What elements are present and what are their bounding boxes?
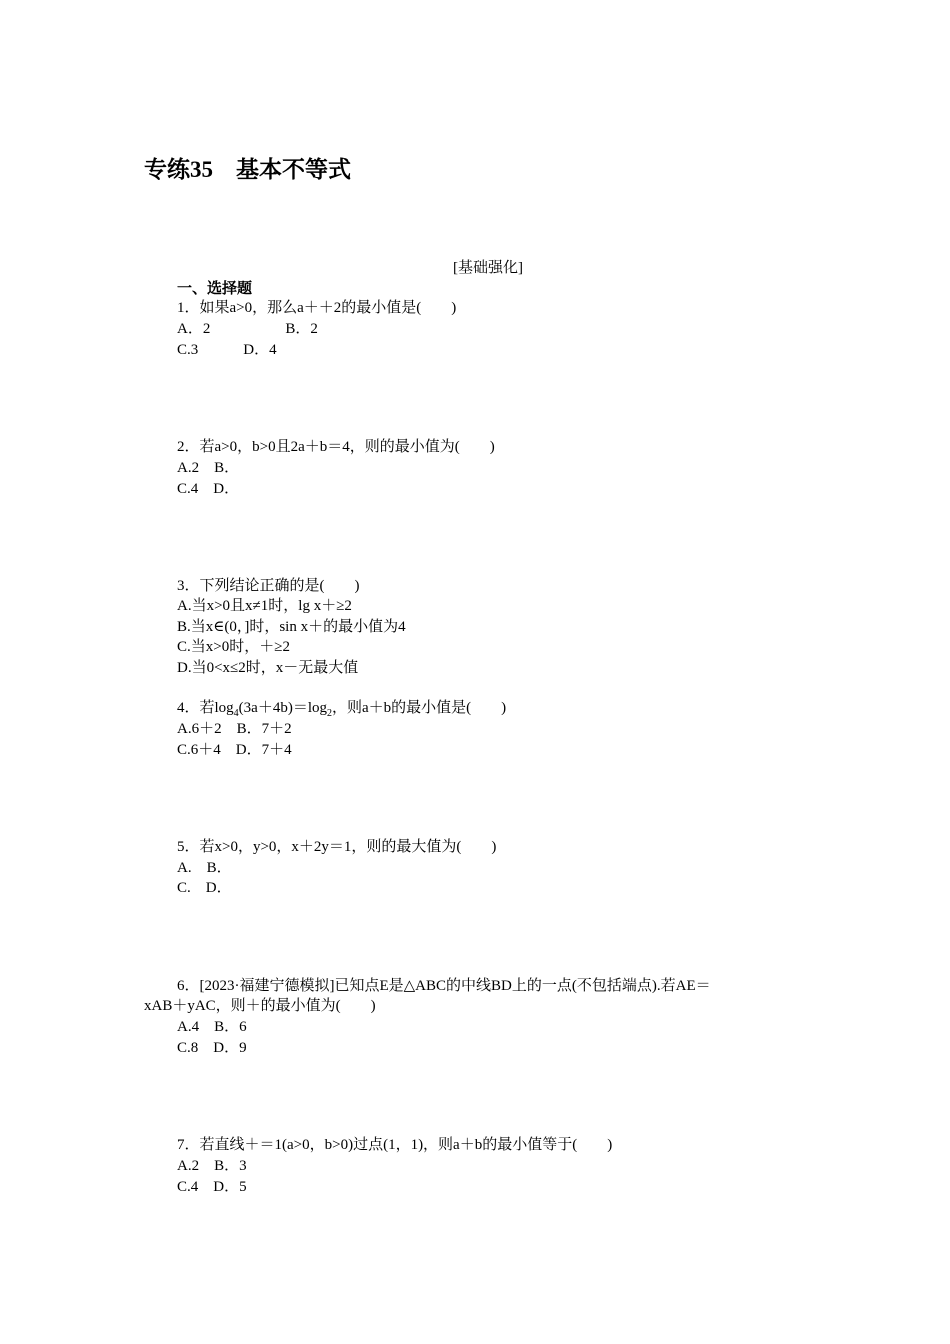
question-4-subscript-2: 2	[327, 708, 332, 719]
question-4-options-row-2: C.6＋4 D．7＋4	[177, 742, 292, 758]
question-4-stem-mid: (3a＋4b)＝log	[238, 700, 327, 716]
question-1-options-row-2: C.3 D．4	[177, 342, 277, 358]
question-2-options-row-1: A.2 B．	[177, 460, 240, 476]
question-7-options-row-1: A.2 B．3	[177, 1158, 247, 1174]
question-5-stem: 5．若x>0，y>0，x＋2y＝1，则的最大值为( )	[177, 839, 497, 855]
question-4-subscript-1: 4	[233, 708, 239, 719]
question-6-stem-line-2: xAB＋yAC，则＋的最小值为( )	[144, 998, 376, 1014]
question-2-options-row-2: C.4 D．	[177, 481, 240, 497]
question-5-options-row-1: A. B．	[177, 860, 232, 876]
part-heading: 一、选择题	[177, 281, 253, 297]
question-6-options-row-1: A.4 B．6	[177, 1019, 247, 1035]
question-3-option-a: A.当x>0且x≠1时，lg x＋≥2	[177, 598, 352, 614]
question-3-option-d: D.当0<x≤2时，x－无最大值	[177, 660, 359, 676]
question-7-options-row-2: C.4 D．5	[177, 1179, 247, 1195]
question-2-stem: 2．若a>0，b>0且2a＋b＝4，则的最小值为( )	[177, 439, 495, 455]
question-3-stem: 3．下列结论正确的是( )	[177, 578, 360, 594]
question-5-options-row-2: C. D．	[177, 880, 232, 896]
question-3-option-b: B.当x∈(0，]时，sin x＋的最小值为4	[177, 619, 406, 635]
question-4-stem-post: ，则a＋b的最小值是( )	[332, 700, 507, 716]
question-4-stem-pre: 4．若log	[177, 700, 234, 716]
question-4-options-row-1: A.6＋2 B．7＋2	[177, 721, 292, 737]
question-7-stem: 7．若直线＋＝1(a>0，b>0)过点(1，1)，则a＋b的最小值等于( )	[177, 1137, 613, 1153]
question-1-options-row-1: A．2 B．2	[177, 321, 318, 337]
page-title: 专练35 基本不等式	[144, 157, 351, 182]
section-tag: [基础强化]	[453, 260, 523, 276]
question-6-options-row-2: C.8 D．9	[177, 1040, 247, 1056]
question-3-option-c: C.当x>0时，＋≥2	[177, 639, 290, 655]
question-1-stem: 1．如果a>0，那么a＋＋2的最小值是( )	[177, 300, 457, 316]
question-6-stem-line-1: 6．[2023·福建宁德模拟]已知点E是△ABC的中线BD上的一点(不包括端点).若AE＝	[177, 978, 711, 994]
